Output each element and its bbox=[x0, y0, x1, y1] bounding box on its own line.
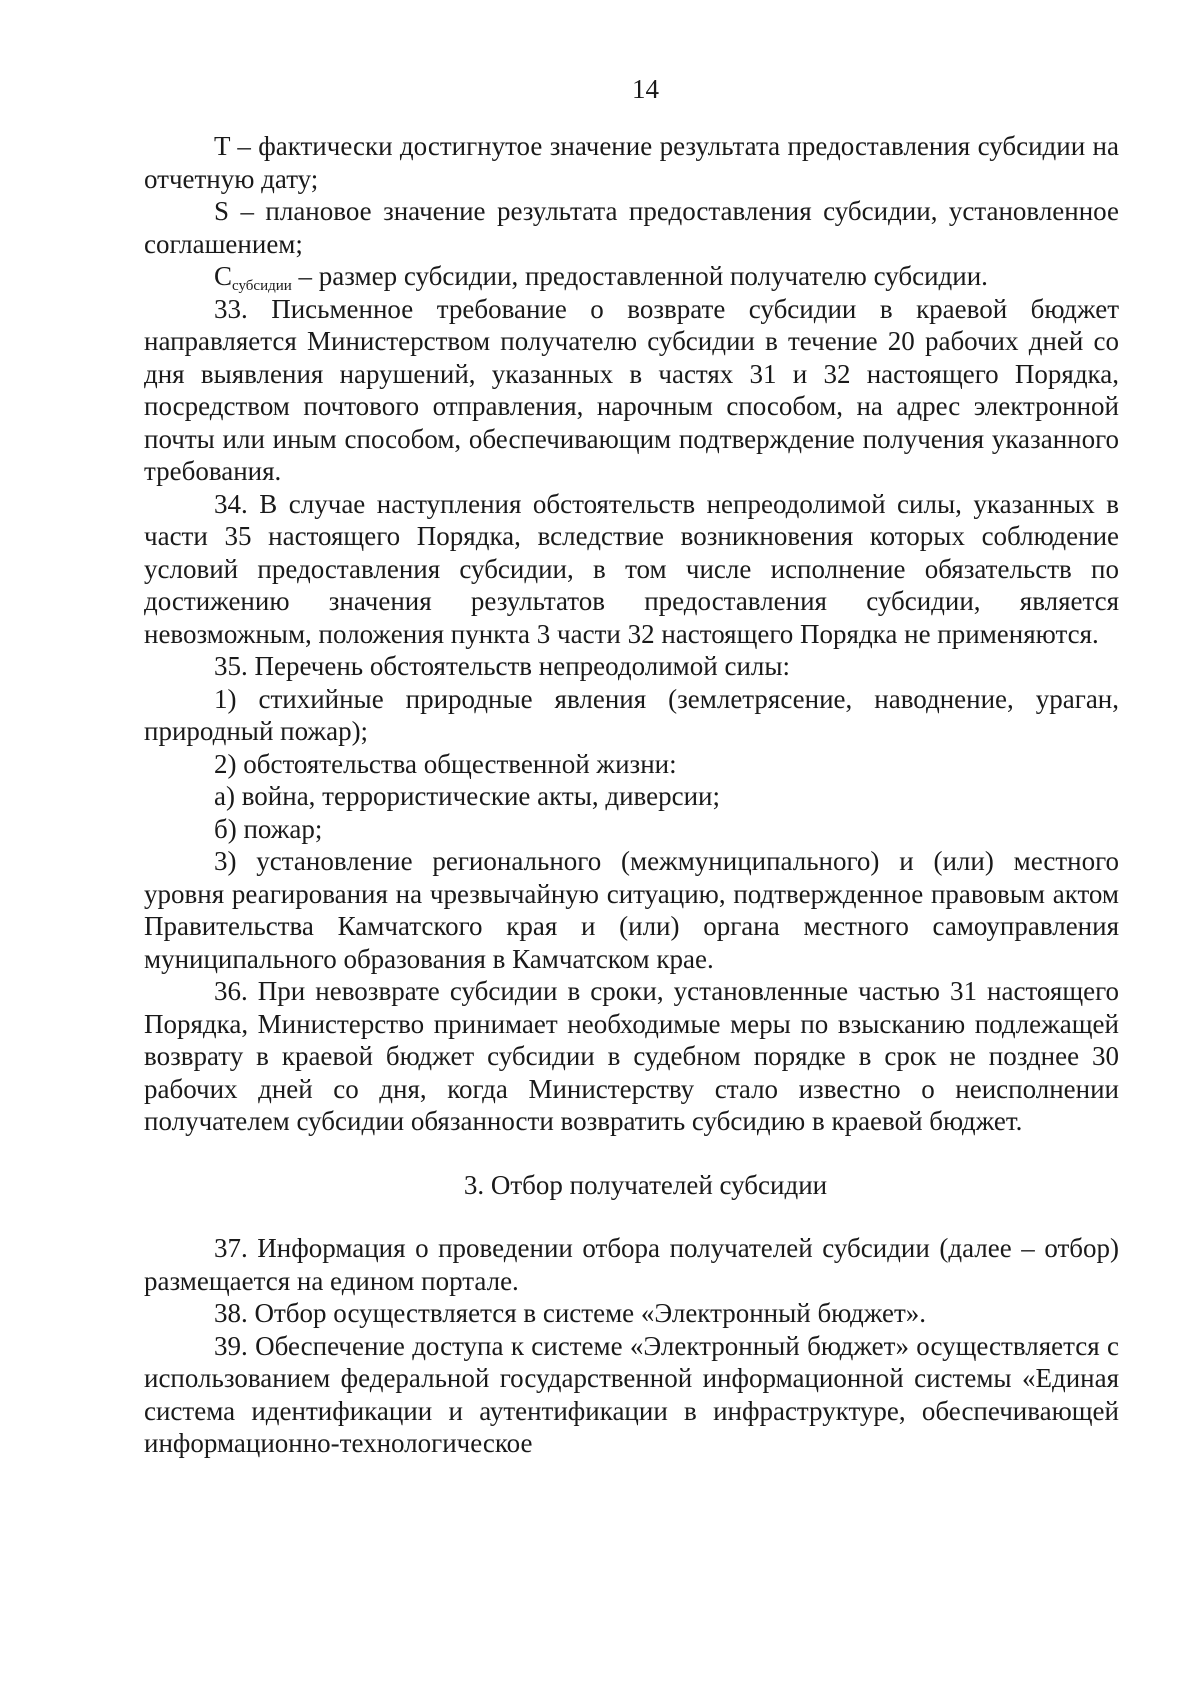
paragraph-35-item-3: 3) установление регионального (межмуниципального) и (или) местного уровня реагирования на чрезвычайную ситуацию, подтвержденное правовым актом Правительства Камчатского края и (или) органа местного самоуправления муниципального образования в Камчатском крае. bbox=[144, 846, 1119, 974]
paragraph-35-item-1: 1) стихийные природные явления (землетрясение, наводнение, ураган, природный пожар); bbox=[144, 683, 1119, 746]
paragraph-35-item-2a: а) война, террористические акты, диверсии; bbox=[214, 781, 720, 811]
paragraph-39: 39. Обеспечение доступа к системе «Электронный бюджет» осуществляется с использованием федеральной государственной информационной системы «Единая система идентификации и аутентификации в инфраструктуре, обеспечивающей информационно-технологическое bbox=[144, 1330, 1119, 1458]
definition-t: T – фактически достигнутое значение результата предоставления субсидии на отчетную дату; bbox=[144, 131, 1119, 194]
page-number: 14 bbox=[632, 74, 659, 104]
paragraph-36: 36. При невозврате субсидии в сроки, установленные частью 31 настоящего Порядка, Министерство принимает необходимые меры по взысканию подлежащей возврату в краевой бюджет субсидии в судебном порядке в срок не позднее 30 рабочих дней со дня, когда Министерству стало известно о неисполнении получателем субсидии обязанности возвратить субсидию в краевой бюджет. bbox=[144, 976, 1119, 1136]
paragraph-37: 37. Информация о проведении отбора получателей субсидии (далее – отбор) размещается на едином портале. bbox=[144, 1233, 1119, 1296]
definition-s: S – плановое значение результата предоставления субсидии, установленное соглашением; bbox=[144, 196, 1119, 259]
paragraph-35: 35. Перечень обстоятельств непреодолимой силы: bbox=[214, 651, 791, 681]
paragraph-35-item-2b: б) пожар; bbox=[214, 813, 323, 844]
paragraph-33: 33. Письменное требование о возврате субсидии в краевой бюджет направляется Министерством получателю субсидии в течение 20 рабочих дней со дня выявления нарушений, указанных в частях 31 и 32 настоящего Порядка, посредством почтового отправления, нарочным способом, на адрес электронной почты или иным способом, обеспечивающим подтверждение получения указанного требования. bbox=[144, 293, 1119, 486]
c-subscript: субсидии bbox=[232, 278, 292, 294]
paragraph-34: 34. В случае наступления обстоятельств непреодолимой силы, указанных в части 35 настоящего Порядка, вследствие возникновения которых соблюдение условий предоставления субсидии, в том числе исполнение обязательств по достижению значения результатов предоставления субсидии, является невозможным, положения пункта 3 части 32 настоящего Порядка не применяются. bbox=[144, 488, 1119, 649]
definition-c bbox=[144, 260, 1119, 293]
paragraph-35-item-2: 2) обстоятельства общественной жизни: bbox=[214, 748, 677, 779]
paragraph-38: 38. Отбор осуществляется в системе «Электронный бюджет». bbox=[214, 1298, 927, 1328]
c-symbol: С bbox=[214, 261, 233, 291]
section-heading: 3. Отбор получателей субсидии bbox=[463, 1169, 828, 1200]
document-page bbox=[144, 70, 1119, 1460]
c-definition-text: – размер субсидии, предоставленной получателю субсидии. bbox=[291, 261, 988, 291]
